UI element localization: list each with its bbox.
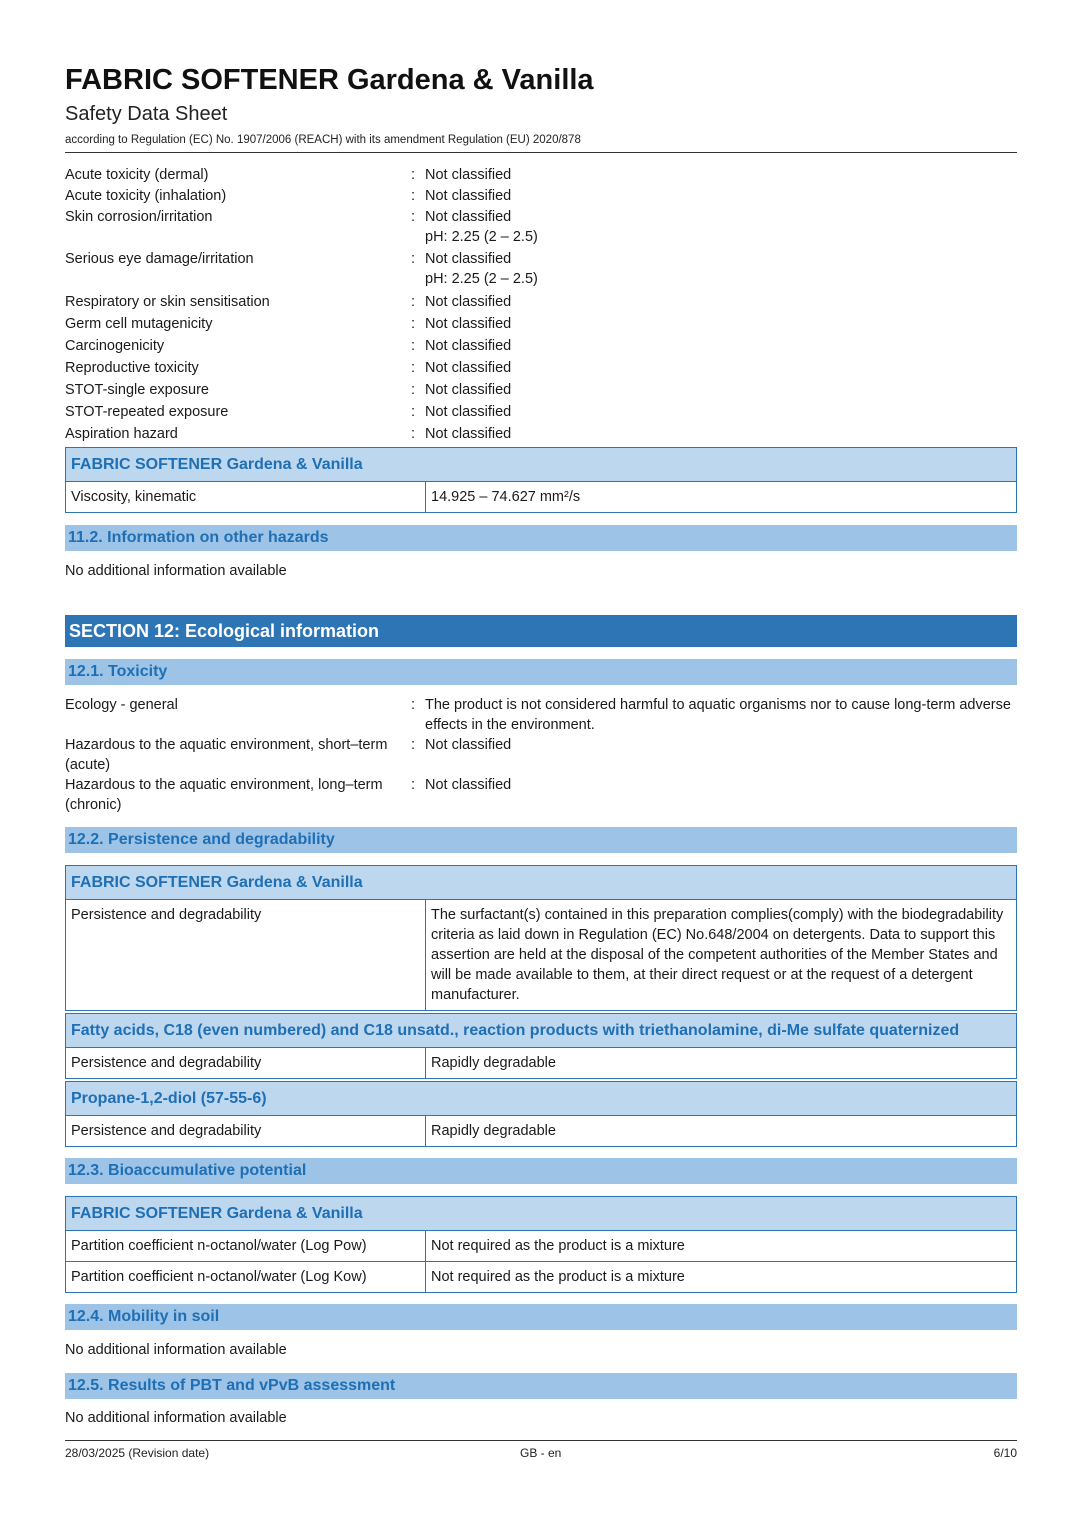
table-key: Persistence and degradability [66, 1116, 426, 1146]
table-row [66, 1047, 1016, 1078]
sds-page [65, 0, 1017, 1527]
table-header: FABRIC SOFTENER Gardena & Vanilla [66, 448, 1016, 481]
separator-colon: : [411, 404, 416, 420]
separator-colon: : [411, 697, 416, 713]
eco-value: The product is not considered harmful to aquatic organisms nor to cause long-term adverse effects in the environment. [425, 697, 1011, 733]
tox-label: Acute toxicity (dermal) [65, 167, 209, 183]
tox-value: Not classified [425, 209, 512, 225]
subsection-12-4-header: 12.4. Mobility in soil [65, 1304, 1017, 1330]
viscosity-table [65, 447, 1017, 513]
table-row [66, 899, 1016, 1010]
tox-label: Acute toxicity (inhalation) [65, 188, 227, 204]
table-header: FABRIC SOFTENER Gardena & Vanilla [66, 1197, 1016, 1230]
tox-ph-value: pH: 2.25 (2 – 2.5) [425, 229, 538, 245]
footer-divider [65, 1440, 1017, 1441]
tox-label: Carcinogenicity [65, 338, 165, 354]
subsection-11-2-text: No additional information available [65, 563, 287, 579]
subsection-12-5-text: No additional information available [65, 1410, 287, 1426]
eco-value: Not classified [425, 777, 512, 793]
subsection-12-5-header: 12.5. Results of PBT and vPvB assessment [65, 1373, 1017, 1399]
regulation-note: according to Regulation (EC) No. 1907/2006 (REACH) with its amendment Regulation (EU) 2020/878 [65, 134, 581, 146]
table-row [66, 481, 1016, 512]
separator-colon: : [411, 167, 416, 183]
tox-value: Not classified [425, 294, 512, 310]
tox-value: Not classified [425, 316, 512, 332]
persistence-table-product [65, 865, 1017, 1011]
subsection-12-2-header: 12.2. Persistence and degradability [65, 827, 1017, 853]
tox-value: Not classified [425, 338, 512, 354]
tox-label: Respiratory or skin sensitisation [65, 294, 270, 310]
subsection-12-1-header: 12.1. Toxicity [65, 659, 1017, 685]
language-code: GB - en [520, 1446, 562, 1460]
table-value: 14.925 – 74.627 mm²/s [431, 489, 581, 505]
section-12-header: SECTION 12: Ecological information [65, 615, 1017, 647]
separator-colon: : [411, 777, 416, 793]
separator-colon: : [411, 338, 416, 354]
tox-value: Not classified [425, 251, 512, 267]
table-value: Rapidly degradable [431, 1123, 556, 1139]
revision-date: 28/03/2025 (Revision date) [65, 1446, 210, 1460]
tox-label: Skin corrosion/irritation [65, 209, 213, 225]
separator-colon: : [411, 382, 416, 398]
bioaccumulation-table [65, 1196, 1017, 1293]
tox-value: Not classified [425, 382, 512, 398]
eco-label: Hazardous to the aquatic environment, short–term (acute) [65, 737, 388, 773]
table-key: Persistence and degradability [66, 1048, 426, 1078]
table-key: Viscosity, kinematic [66, 482, 426, 512]
table-header: FABRIC SOFTENER Gardena & Vanilla [66, 866, 1016, 899]
table-key: Partition coefficient n-octanol/water (Log Pow) [66, 1231, 426, 1261]
tox-value: Not classified [425, 404, 512, 420]
tox-label: Aspiration hazard [65, 426, 178, 442]
separator-colon: : [411, 188, 416, 204]
persistence-table-fatty-acids [65, 1013, 1017, 1079]
table-value: Not required as the product is a mixture [431, 1238, 685, 1254]
table-value: Rapidly degradable [431, 1055, 556, 1071]
separator-colon: : [411, 737, 416, 753]
separator-colon: : [411, 251, 416, 267]
table-row [66, 1230, 1016, 1261]
table-value: The surfactant(s) contained in this preparation complies(comply) with the biodegradability criteria as laid down in Regulation (EC) No.648/2004 on detergents. Data to support this assertion are held at the disposal of the competent authorities of the Member States and will be made available to them, at their direct request or at the request of a detergent manufacturer. [431, 907, 1004, 1003]
subsection-12-3-header: 12.3. Bioaccumulative potential [65, 1158, 1017, 1184]
tox-ph-value: pH: 2.25 (2 – 2.5) [425, 271, 538, 287]
tox-label: Reproductive toxicity [65, 360, 199, 376]
tox-value: Not classified [425, 426, 512, 442]
eco-value: Not classified [425, 737, 512, 753]
subsection-12-4-text: No additional information available [65, 1342, 287, 1358]
tox-value: Not classified [425, 360, 512, 376]
table-key: Persistence and degradability [66, 900, 426, 1010]
tox-value: Not classified [425, 167, 512, 183]
separator-colon: : [411, 209, 416, 225]
subsection-11-2-header: 11.2. Information on other hazards [65, 525, 1017, 551]
page-number: 6/10 [993, 1446, 1017, 1460]
separator-colon: : [411, 426, 416, 442]
table-row [66, 1115, 1016, 1146]
eco-label: Ecology - general [65, 697, 178, 713]
header-divider [65, 152, 1017, 153]
table-key: Partition coefficient n-octanol/water (Log Kow) [66, 1262, 426, 1292]
tox-label: STOT-repeated exposure [65, 404, 229, 420]
document-title: FABRIC SOFTENER Gardena & Vanilla [65, 64, 594, 96]
tox-value: Not classified [425, 188, 512, 204]
eco-label: Hazardous to the aquatic environment, long–term (chronic) [65, 777, 383, 813]
table-header: Fatty acids, C18 (even numbered) and C18 unsatd., reaction products with triethanolamine, di-Me sulfate quaternized [66, 1014, 1016, 1047]
tox-label: STOT-single exposure [65, 382, 209, 398]
tox-label: Serious eye damage/irritation [65, 251, 254, 267]
document-subtitle: Safety Data Sheet [65, 103, 228, 125]
tox-label: Germ cell mutagenicity [65, 316, 213, 332]
separator-colon: : [411, 316, 416, 332]
table-value: Not required as the product is a mixture [431, 1269, 685, 1285]
separator-colon: : [411, 360, 416, 376]
table-row [66, 1261, 1016, 1292]
persistence-table-propane-diol [65, 1081, 1017, 1147]
separator-colon: : [411, 294, 416, 310]
table-header: Propane-1,2-diol (57-55-6) [66, 1082, 1016, 1115]
